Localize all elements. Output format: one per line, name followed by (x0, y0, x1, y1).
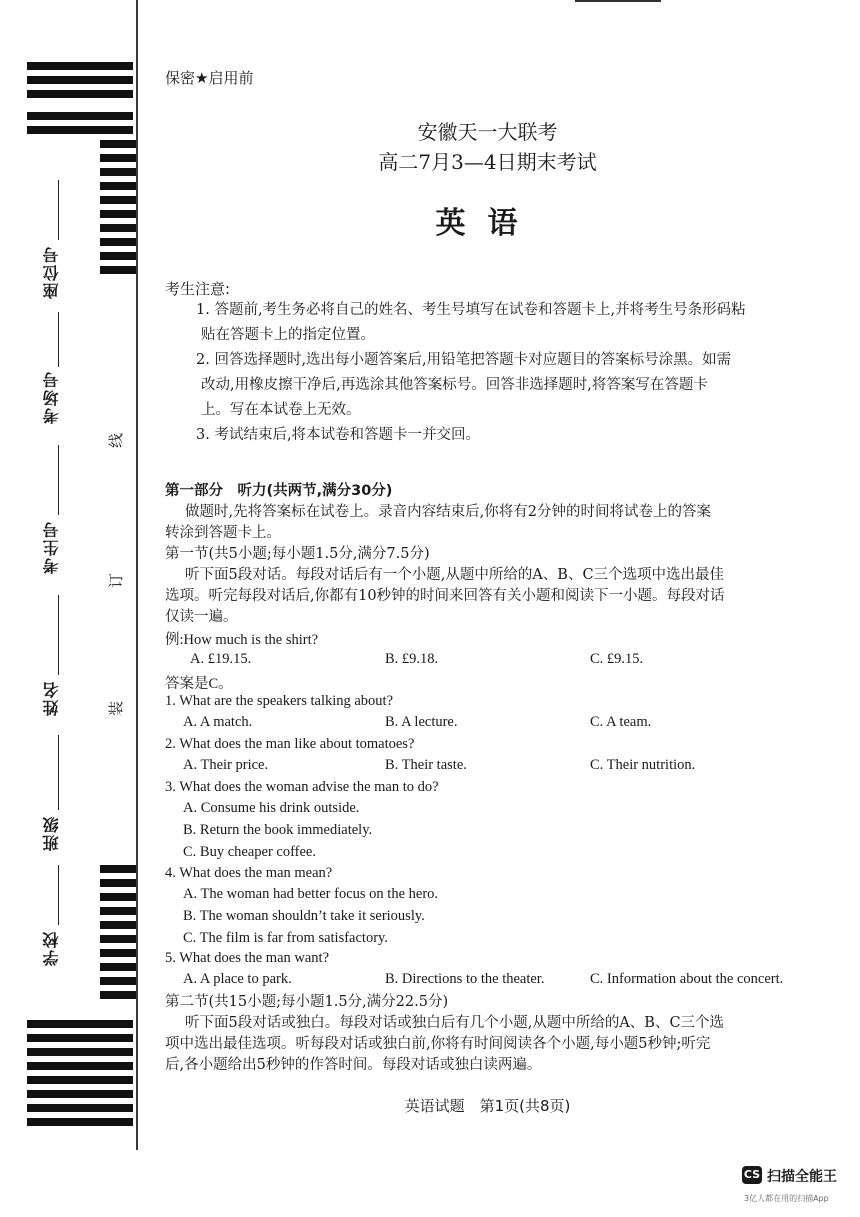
bar (100, 893, 136, 901)
room-label: 考场号 (42, 370, 61, 424)
question-2: 2. What does the man like about tomatoes? (165, 736, 415, 752)
bar (27, 1020, 133, 1028)
bar (27, 1048, 133, 1056)
camscanner-logo-icon: CS (742, 1166, 762, 1184)
example-option-c: C. £9.15. (590, 651, 644, 667)
bar (100, 963, 136, 971)
question-4: 4. What does the man mean? (165, 865, 333, 881)
option-c: C. Their nutrition. (590, 757, 696, 773)
question-1: 1. What are the speakers talking about? (165, 693, 394, 709)
section1-intro-line: 听下面5段对话。每段对话后有一个小题,从题中所给的A、B、C三个选项中选出最佳 (185, 567, 725, 583)
example-answer: 答案是C。 (165, 676, 233, 692)
option-b: B. Their taste. (385, 757, 467, 773)
option-c: C. The film is far from satisfactory. (183, 930, 388, 946)
bar (100, 879, 136, 887)
fill-line (58, 735, 59, 810)
notice-line: 1. 答题前,考生务必将自己的姓名、考生号填写在试卷和答题卡上,并将考生号条形码粘 (196, 302, 746, 318)
option-a: A. Their price. (183, 757, 269, 773)
notice-list (196, 298, 808, 448)
install-mark: 装 (107, 700, 126, 717)
section1-intro-line: 仅读一遍。 (165, 609, 238, 625)
notice-line: 2. 回答选择题时,选出每小题答案后,用铅笔把答题卡对应题目的答案标号涂黑。如需 (196, 352, 732, 368)
page-edge-line (575, 0, 661, 2)
bar (100, 182, 136, 190)
option-b: B. The woman shouldn’t take it seriously. (183, 908, 425, 924)
exam-title: 高二7月3—4日期末考试 (378, 150, 597, 174)
name-label: 姓名 (42, 680, 61, 716)
section1-title: 第一节(共5小题;每小题1.5分,满分7.5分) (165, 546, 430, 562)
part1-intro-line: 转涂到答题卡上。 (165, 525, 281, 541)
notice-line: 改动,用橡皮擦干净后,再选涂其他答案标号。回答非选择题时,将答案写在答题卡 (201, 377, 708, 393)
notice-heading: 考生注意: (165, 280, 231, 298)
option-c: C. A team. (590, 714, 652, 730)
subject-title: 英语 (435, 206, 540, 241)
section2-intro-line: 项中选出最佳选项。听每段对话或独白前,你将有时间阅读各个小题,每小题5秒钟;听完 (165, 1036, 711, 1052)
bar (100, 977, 136, 985)
question-3: 3. What does the woman advise the man to do? (165, 779, 439, 795)
scanner-name: 扫描全能王 (767, 1169, 837, 1185)
option-c: C. Information about the concert. (590, 971, 784, 987)
notice-line: 上。写在本试卷上无效。 (201, 402, 361, 418)
bar (100, 907, 136, 915)
bar (27, 1034, 133, 1042)
barcode-lower (100, 865, 136, 1005)
candidate-no-label: 考生号 (42, 520, 61, 574)
fill-line (58, 445, 59, 515)
option-b: B. Return the book immediately. (183, 822, 373, 838)
option-a: A. Consume his drink outside. (183, 800, 360, 816)
school-label: 学校 (42, 930, 61, 966)
line-mark: 线 (107, 432, 126, 449)
fill-line (58, 865, 59, 925)
part1-title: 第一部分 听力(共两节,满分30分) (165, 483, 393, 499)
section1-intro-line: 选项。听完每段对话后,你都有10秒钟的时间来回答有关小题和阅读下一小题。每段对话 (165, 588, 725, 604)
example-option-a: A. £19.15. (190, 651, 252, 667)
section2-intro-line: 听下面5段对话或独白。每段对话或独白后有几个小题,从题中所给的A、B、C三个选 (185, 1015, 725, 1031)
bind-mark: 订 (107, 572, 126, 589)
bar (27, 1118, 133, 1126)
fill-line (58, 312, 59, 367)
part1-intro-line: 做题时,先将答案标在试卷上。录音内容结束后,你将有2分钟的时间将试卷上的答案 (185, 504, 711, 520)
option-b: B. Directions to the theater. (385, 971, 545, 987)
bar (100, 921, 136, 929)
option-c: C. Buy cheaper coffee. (183, 844, 316, 860)
section2-title: 第二节(共15小题;每小题1.5分,满分22.5分) (165, 994, 449, 1010)
seat-label: 座位号 (42, 245, 61, 299)
example-option-b: B. £9.18. (385, 651, 439, 667)
example-question: 例:How much is the shirt? (165, 632, 319, 648)
page-footer: 英语试题 第1页(共8页) (404, 1097, 571, 1115)
section2-intro-line: 后,各小题给出5秒钟的作答时间。每段对话或独白读两遍。 (165, 1057, 542, 1073)
notice-line: 贴在答题卡上的指定位置。 (201, 327, 375, 343)
class-label: 班级 (42, 815, 61, 851)
bar (27, 90, 133, 98)
fill-line (58, 595, 59, 675)
option-a: A. A place to park. (183, 971, 292, 987)
scanner-tagline: 3亿人都在用的扫描App (744, 1194, 829, 1203)
option-a: A. The woman had better focus on the hero. (183, 886, 439, 902)
bar (100, 949, 136, 957)
bar (27, 1062, 133, 1070)
bar (27, 1076, 133, 1084)
bar (100, 266, 136, 274)
bar (27, 76, 133, 84)
organization: 安徽天一大联考 (417, 120, 558, 144)
bar (100, 935, 136, 943)
bar (100, 991, 136, 999)
option-b: B. A lecture. (385, 714, 458, 730)
confidential-mark: 保密★启用前 (165, 69, 254, 87)
bar (27, 62, 133, 70)
bar (100, 865, 136, 873)
bar (100, 252, 136, 260)
option-a: A. A match. (183, 714, 253, 730)
question-5: 5. What does the man want? (165, 950, 330, 966)
notice-line: 3. 考试结束后,将本试卷和答题卡一并交回。 (196, 427, 481, 443)
